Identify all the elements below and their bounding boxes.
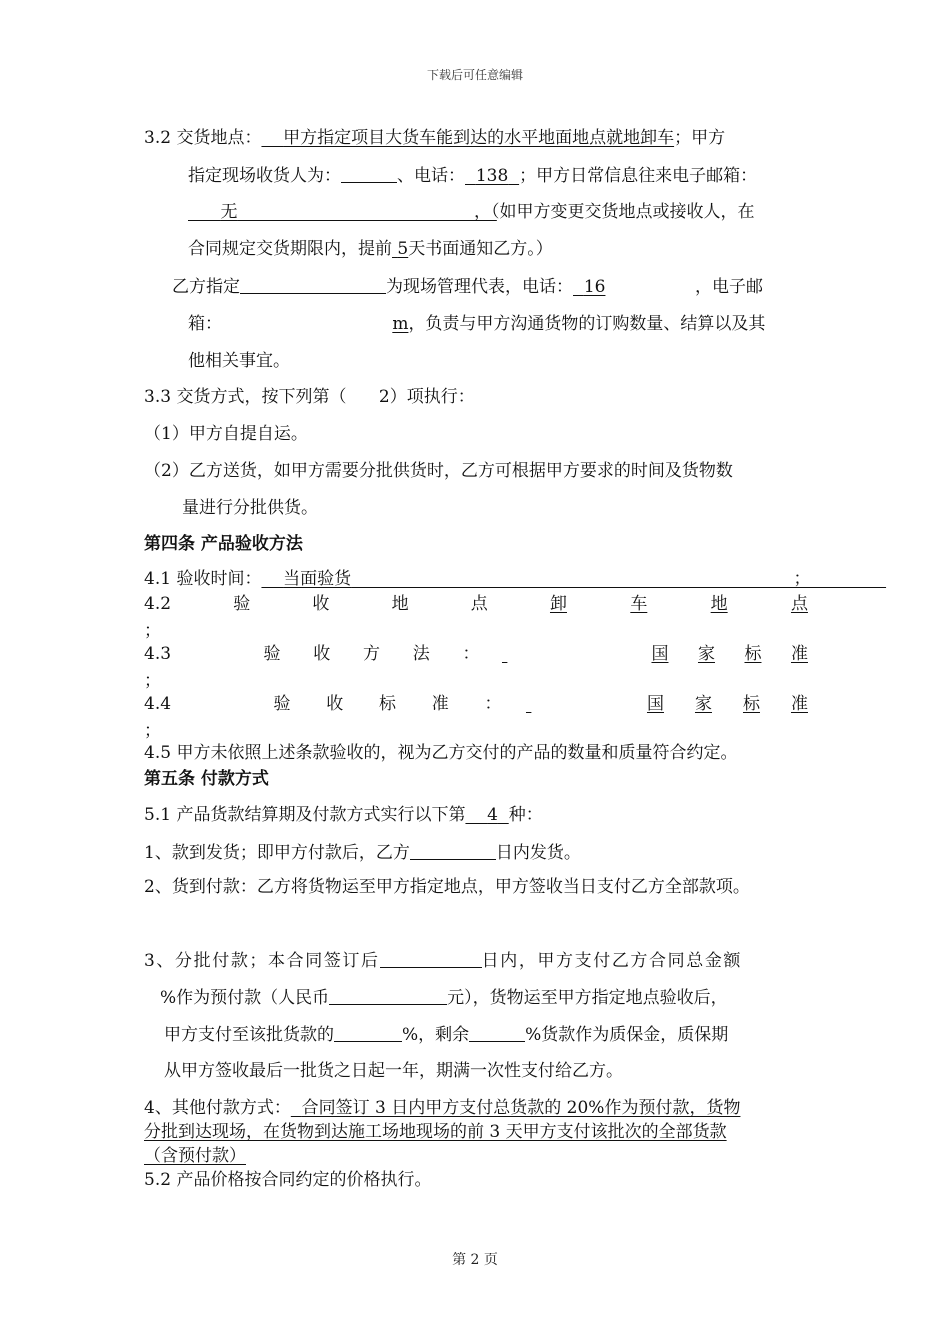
- payment-method-3-line-2: %作为预付款（人民币 元），货物运至甲方指定地点验收后，: [160, 988, 728, 1008]
- delivery-option-2-line-2: 量进行分批供货。: [182, 498, 318, 518]
- party-b-rep-blank: [240, 275, 386, 294]
- other-payment-terms-line-3: （含预付款）: [144, 1146, 246, 1166]
- payment-option-value: 4: [487, 805, 498, 825]
- clause-4-3: 4.3 验 收 方 法 ： 国 家 标 准: [144, 644, 808, 664]
- payment-method-3-line-1: 3、分批付款；本合同签订后 日内，甲方支付乙方合同总金额: [144, 951, 743, 971]
- inspection-location-value: 卸 车 地 点: [549, 594, 808, 614]
- clause-3-2-line-5: 乙方指定 为现场管理代表，电话： 16 ，电子邮: [172, 277, 763, 297]
- batch-percent-blank: [334, 1023, 402, 1042]
- clause-4-4-semicolon: ；: [144, 721, 161, 741]
- delivery-option-1: （1）甲方自提自运。: [144, 424, 308, 444]
- delivery-option-2-line-1: （2）乙方送货，如甲方需要分批供货时，乙方可根据甲方要求的时间及货物数: [144, 461, 733, 481]
- clause-4-3-semicolon: ；: [144, 671, 161, 691]
- other-payment-terms-line-2: 分批到达现场，在货物到达施工场地现场的前 3 天甲方支付该批次的全部货款: [144, 1122, 727, 1142]
- inspection-standard-value: 国 家 标 准: [646, 694, 808, 714]
- retention-percent-blank: [469, 1023, 525, 1042]
- page-header: 下载后可任意编辑: [426, 68, 523, 82]
- advance-days-blank: [380, 949, 482, 968]
- payment-method-1: 1、款到发货；即甲方付款后，乙方 日内发货。: [144, 843, 581, 863]
- clause-3-2-line-2: 指定现场收货人为： 、电话： 138 ；甲方日常信息往来电子邮箱：: [188, 166, 758, 186]
- clause-3-3-line-1: 3.3 交货方式，按下列第（ 2）项执行：: [144, 387, 475, 407]
- article-5-title: 第五条 付款方式: [144, 769, 269, 789]
- delivery-location-value: 甲方指定项目大货车能到达的水平地面地点就地卸车: [283, 128, 675, 148]
- clause-3-2-line-6: 箱： m，负责与甲方沟通货物的订购数量、结算以及其: [188, 314, 766, 334]
- advance-amount-blank: [329, 986, 447, 1005]
- party-b-phone-value: 16: [583, 277, 606, 297]
- receiver-name-blank: [341, 164, 397, 183]
- clause-4-4: 4.4 验 收 标 准 ： 国 家 标 准: [144, 694, 808, 714]
- receiver-phone-value: 138: [475, 166, 509, 186]
- clause-4-2-semicolon: ；: [144, 621, 161, 641]
- clause-3-2-line-3: 无 ，（如甲方变更交货地点或接收人，在: [220, 202, 755, 222]
- notice-days-value: 5: [397, 239, 409, 259]
- inspection-method-value: 国 家 标 准: [651, 644, 808, 664]
- clause-5-2: 5.2 产品价格按合同约定的价格执行。: [144, 1170, 432, 1190]
- clause-3-2-line-4: 合同规定交货期限内，提前 5天书面通知乙方。）: [188, 239, 553, 259]
- clause-3-2-line-7: 他相关事宜。: [188, 351, 290, 371]
- clause-4-5: 4.5 甲方未依照上述条款验收的，视为乙方交付的产品的数量和质量符合约定。: [144, 743, 738, 763]
- clause-5-1: 5.1 产品货款结算期及付款方式实行以下第 4 种：: [144, 805, 543, 825]
- payment-method-2: 2、货到付款：乙方将货物运至甲方指定地点，甲方签收当日支付乙方全部款项。: [144, 877, 750, 897]
- ship-days-blank: [410, 841, 496, 860]
- payment-method-3-line-4: 从甲方签收最后一批货之日起一年，期满一次性支付给乙方。: [164, 1061, 623, 1081]
- article-4-title: 第四条 产品验收方法: [144, 534, 303, 554]
- delivery-option-value: 2: [378, 387, 390, 407]
- inspection-time-value: 当面验货: [283, 569, 352, 589]
- clause-3-2-line-1: 3.2 交货地点： 甲方指定项目大货车能到达的水平地面地点就地卸车；甲方: [144, 128, 726, 148]
- clause-4-2: 4.2 验 收 地 点 卸 车 地 点: [144, 594, 808, 614]
- payment-method-3-line-3: 甲方支付至该批货款的 %，剩余 %货款作为质保金，质保期: [164, 1025, 729, 1045]
- other-payment-terms-line-1: 合同签订 3 日内甲方支付总货款的 20%作为预付款，货物: [301, 1098, 741, 1118]
- clause-4-1: 4.1 验收时间： 当面验货 ；: [144, 569, 811, 589]
- party-a-email-value: 无: [220, 202, 238, 222]
- page-footer: 第 2 页: [452, 1252, 498, 1268]
- payment-method-4-line-1: 4、其他付款方式： 合同签订 3 日内甲方支付总货款的 20%作为预付款，货物: [144, 1098, 741, 1118]
- party-b-email-value: m: [392, 314, 409, 334]
